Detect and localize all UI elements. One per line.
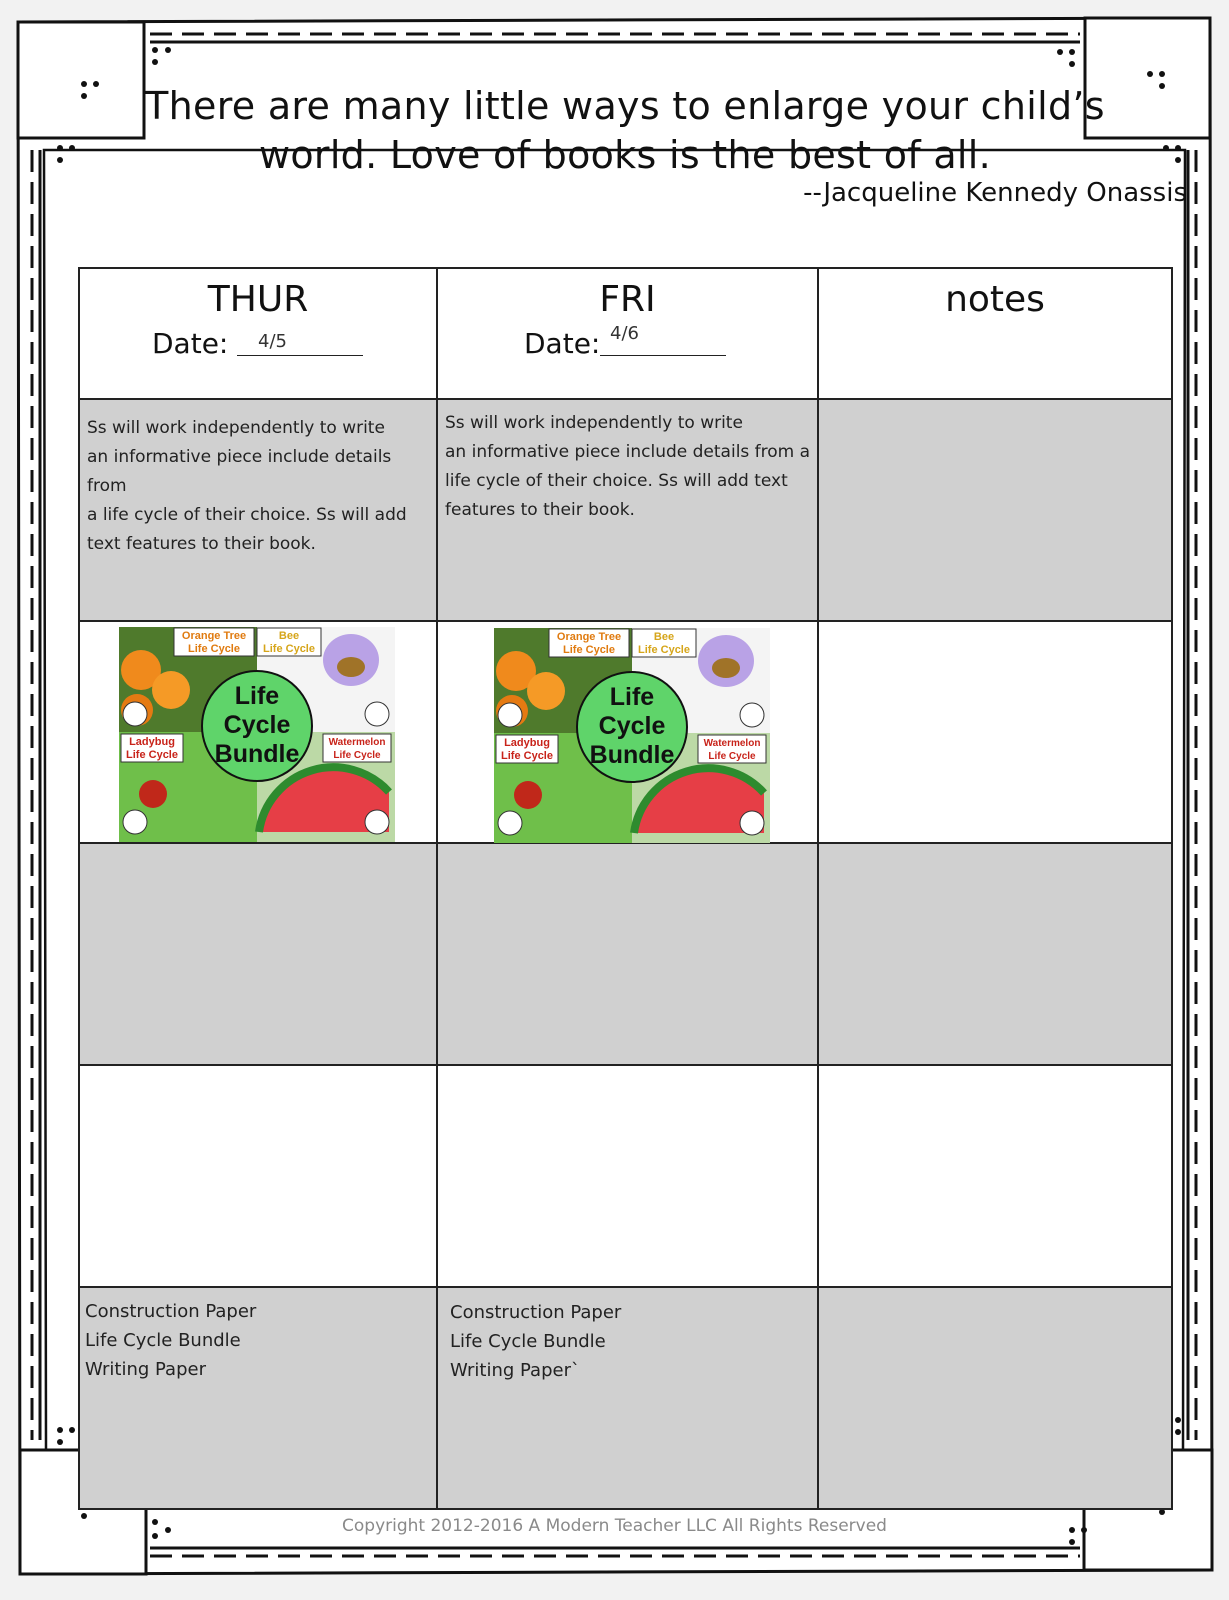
svg-text:Life: Life <box>234 682 280 710</box>
date-label-fri: Date: <box>524 327 601 360</box>
life-cycle-bundle-image <box>119 622 395 842</box>
day-label-thur: THUR <box>207 279 309 320</box>
materials-text-thur: Construction Paper Life Cycle Bundle Writing Paper <box>85 1301 257 1380</box>
date-value-fri: 4/6 <box>610 323 639 344</box>
image-cell-fri <box>438 622 819 844</box>
day-label-fri: FRI <box>599 279 656 320</box>
date-label-thur: Date: <box>152 327 229 360</box>
header-notes <box>819 269 1171 400</box>
materials-cell-fri <box>438 1288 819 1508</box>
header-thur <box>80 269 438 400</box>
svg-text:Life Cycle: Life Cycle <box>263 643 315 655</box>
svg-text:Life Cycle: Life Cycle <box>501 750 553 762</box>
life-cycle-bundle-image <box>494 623 770 843</box>
quote-line-1: There are many little ways to enlarge your child’s <box>145 84 1105 128</box>
row4-cell-thur <box>80 1066 438 1288</box>
planner-table <box>78 267 1173 1510</box>
svg-text:Ladybug: Ladybug <box>129 736 175 748</box>
copyright-footer: Copyright 2012-2016 A Modern Teacher LLC All Rights Reserved <box>342 1516 887 1536</box>
svg-text:Watermelon: Watermelon <box>703 738 761 749</box>
image-cell-thur <box>80 622 438 844</box>
svg-text:Life Cycle: Life Cycle <box>638 644 690 656</box>
materials-cell-thur <box>80 1288 438 1508</box>
life-cycle-bundle-cover <box>494 623 770 843</box>
svg-text:Bee: Bee <box>653 631 675 643</box>
svg-text:Orange Tree: Orange Tree <box>556 631 622 643</box>
plan-text-fri: Ss will work independently to write an informative piece include details from a life cycle of their choice. Ss will add text features to their book. <box>445 413 811 520</box>
materials-text-fri: Construction Paper Life Cycle Bundle Writing Paper` <box>450 1302 622 1381</box>
header-fri <box>438 269 819 400</box>
row4-cell-notes <box>819 1066 1171 1288</box>
materials-cell-notes <box>819 1288 1171 1508</box>
plan-cell-notes <box>819 400 1171 622</box>
svg-text:Life Cycle: Life Cycle <box>188 643 240 655</box>
svg-text:Cycle: Cycle <box>223 711 291 739</box>
row4-cell-fri <box>438 1066 819 1288</box>
svg-text:Cycle: Cycle <box>598 712 666 740</box>
svg-text:Life Cycle: Life Cycle <box>126 749 178 761</box>
plan-cell-thur <box>80 400 438 622</box>
row3-cell-notes <box>819 844 1171 1066</box>
plan-text-thur: Ss will work independently to write an informative piece include details from a life cycle of their choice. Ss will add text features to their book. <box>87 418 407 554</box>
row3-cell-fri <box>438 844 819 1066</box>
svg-text:Orange Tree: Orange Tree <box>181 630 247 642</box>
svg-text:Bundle: Bundle <box>589 741 675 769</box>
svg-text:Life Cycle: Life Cycle <box>708 751 756 762</box>
row3-cell-thur <box>80 844 438 1066</box>
life-cycle-bundle-cover <box>119 622 395 842</box>
notes-title: notes <box>945 279 1045 320</box>
date-value-thur: 4/5 <box>258 331 287 352</box>
plan-cell-fri <box>438 400 819 622</box>
svg-text:Life Cycle: Life Cycle <box>563 644 615 656</box>
quote-line-2: world. Love of books is the best of all. <box>258 133 992 177</box>
date-line-thur <box>237 329 363 356</box>
svg-text:Bundle: Bundle <box>214 740 300 768</box>
svg-text:Watermelon: Watermelon <box>328 737 386 748</box>
image-cell-notes <box>819 622 1171 844</box>
svg-text:Life: Life <box>609 683 655 711</box>
quote <box>60 82 1190 180</box>
svg-text:Ladybug: Ladybug <box>504 737 550 749</box>
quote-attribution: --Jacqueline Kennedy Onassis <box>803 178 1187 208</box>
svg-text:Life Cycle: Life Cycle <box>333 750 381 761</box>
svg-text:Bee: Bee <box>278 630 300 642</box>
